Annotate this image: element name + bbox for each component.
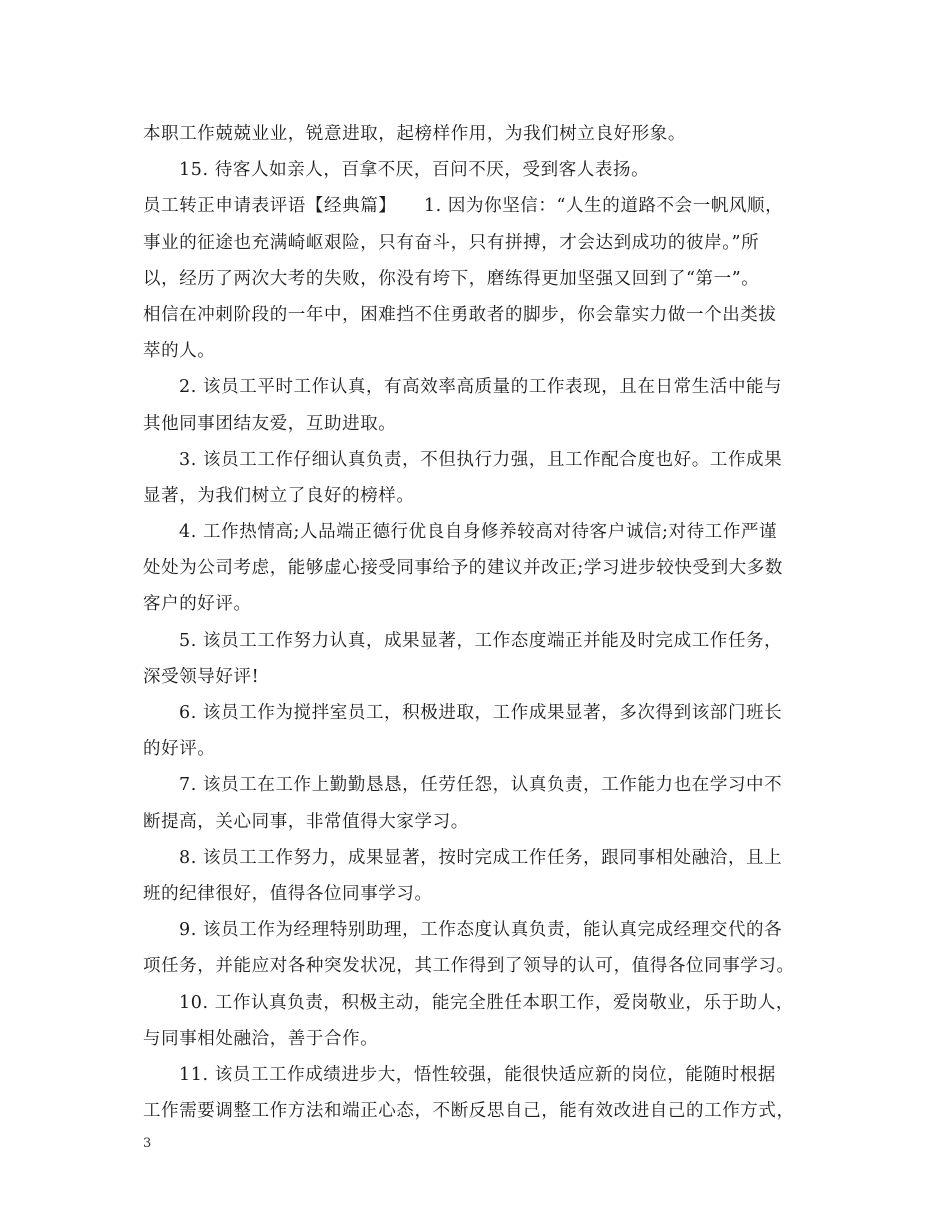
text-line: 员工转正申请表评语【经典篇】 1. 因为你坚信：“人生的道路不会一帆风顺， xyxy=(143,196,784,217)
text-line: 事业的征途也充满崎岖艰险，只有奋斗，只有拼搏，才会达到成功的彼岸。”所 xyxy=(143,232,760,253)
text-line: 班的纪律很好，值得各位同事学习。 xyxy=(143,883,433,904)
text-line: 显著，为我们树立了良好的榜样。 xyxy=(143,485,415,506)
text-line: 断提高，关心同事，非常值得大家学习。 xyxy=(143,811,469,832)
text-line: 15. 待客人如亲人，百拿不厌，百问不厌，受到客人表扬。 xyxy=(179,160,650,181)
text-line: 处处为公司考虑，能够虚心接受同事给予的建议并改正;学习进步较快受到大多数 xyxy=(143,558,783,579)
text-line: 深受领导好评! xyxy=(143,666,260,687)
text-line: 7. 该员工在工作上勤勤恳恳，任劳任怨，认真负责，工作能力也在学习中不 xyxy=(179,775,783,796)
text-line: 工作需要调整工作方法和端正心态，不断反思自己，能有效改进自己的工作方式， xyxy=(143,1101,795,1122)
text-line: 客户的好评。 xyxy=(143,594,252,615)
text-line: 萃的人。 xyxy=(143,341,216,362)
text-line: 的好评。 xyxy=(143,739,216,760)
document-body xyxy=(143,116,830,1129)
text-line: 3. 该员工工作仔细认真负责，不但执行力强，且工作配合度也好。工作成果 xyxy=(179,449,783,470)
text-line: 4. 工作热情高;人品端正德行优良自身修养较高对待客户诚信;对待工作严谨 xyxy=(179,522,778,543)
text-line: 11. 该员工工作成绩进步大，悟性较强，能很快适应新的岗位，能随时根据 xyxy=(179,1064,776,1085)
text-line: 其他同事团结友爱，互助进取。 xyxy=(143,413,397,434)
page-number: 3 xyxy=(143,1136,152,1151)
text-line: 5. 该员工工作努力认真，成果显著，工作态度端正并能及时完成工作任务， xyxy=(179,630,783,651)
text-line: 相信在冲刺阶段的一年中，困难挡不住勇敢者的脚步，你会靠实力做一个出类拔 xyxy=(143,304,777,325)
text-line: 10. 工作认真负责，积极主动，能完全胜任本职工作，爱岗敬业，乐于助人， xyxy=(179,992,794,1013)
text-line: 6. 该员工作为搅拌室员工，积极进取，工作成果显著，多次得到该部门班长 xyxy=(179,703,783,723)
text-line: 与同事相处融洽，善于合作。 xyxy=(143,1028,379,1049)
text-line: 以，经历了两次大考的失败，你没有垮下，磨练得更加坚强又回到了“第一”。 xyxy=(143,268,760,289)
text-line: 8. 该员工工作努力，成果显著，按时完成工作任务，跟同事相处融洽，且上 xyxy=(179,847,783,868)
text-line: 项任务，并能应对各种突发状况，其工作得到了领导的认可，值得各位同事学习。 xyxy=(143,956,795,977)
text-line: 9. 该员工作为经理特别助理，工作态度认真负责，能认真完成经理交代的各 xyxy=(179,920,783,941)
text-line: 本职工作兢兢业业，锐意进取，起榜样作用，为我们树立良好形象。 xyxy=(143,124,686,144)
text-line: 2. 该员工平时工作认真，有高效率高质量的工作表现，且在日常生活中能与 xyxy=(179,377,783,398)
